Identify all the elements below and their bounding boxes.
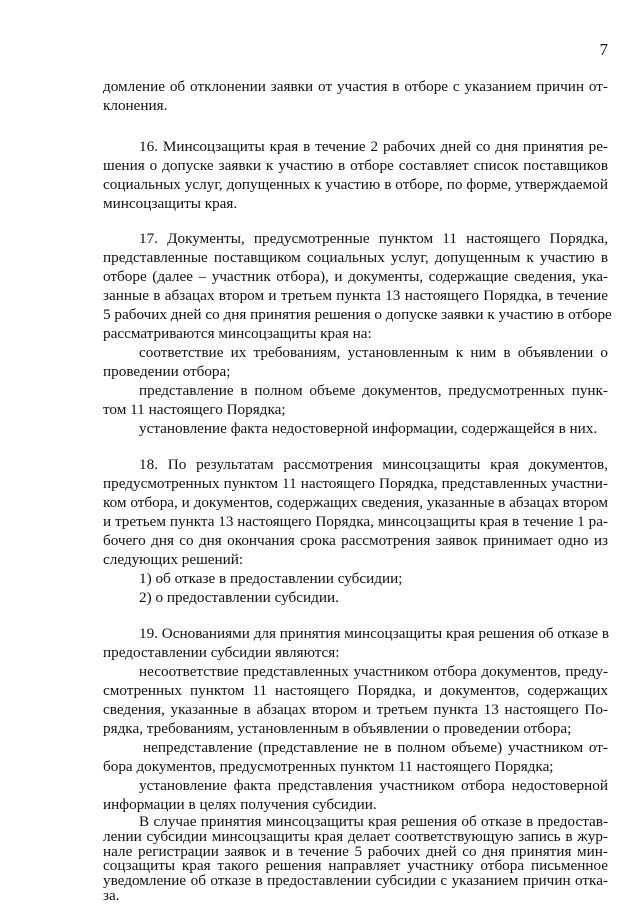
text-line: минсоцзащиты края. [103, 195, 238, 212]
text-line: социальных услуг, допущенных к участию в отборе, по форме, утверждаемой [103, 176, 608, 193]
text-line: и третьем пункта 13 настоящего Порядка, минсоцзащиты края в течение 1 ра- [103, 513, 608, 530]
text-line: отборе (далее – участник отбора), и документы, содержащие сведения, ука- [103, 268, 608, 285]
text-line: установление факта недостоверной информации, содержащейся в них. [139, 420, 598, 437]
text-line: соцзащиты края такого решения направляет участнику отбора письменное [103, 857, 608, 875]
text-line: за. [103, 887, 120, 904]
text-line: ком отбора, и документов, содержащих сведения, указанные в абзацах втором [103, 494, 608, 511]
paragraph-17-line: 17. Документы, предусмотренные пунктом 11 настоящего Порядка, [139, 230, 608, 247]
text-line: рядка, требованиям, установленным в объявлении о проведении отбора; [103, 720, 572, 737]
text-line: шения о допуске заявки к участию в отборе составляет список поставщиков [103, 157, 608, 174]
text-line: соответствие их требованиям, установленным к ним в объявлении о [139, 344, 608, 361]
text-line: бора документов, предусмотренных пунктом 11 настоящего Порядка; [103, 758, 554, 775]
text-line: В случае принятия минсоцзащиты края решения об отказе в предостав- [139, 813, 608, 830]
text-line: клонения. [103, 97, 168, 114]
text-line: лении субсидии минсоцзащиты края делает соответствующую запись в жур- [103, 827, 608, 845]
list-item: 2) о предоставлении субсидии. [139, 589, 339, 606]
text-line: предусмотренных пунктом 11 настоящего Порядка, представленных участни- [103, 475, 608, 492]
paragraph-19-line: 19. Основаниями для принятия минсоцзащиты края решения об отказе в [139, 625, 610, 642]
text-line: нале регистрации заявок и в течение 5 рабочих дней со дня принятия мин- [103, 842, 608, 860]
text-line: представленные поставщиком социальных услуг, допущенным к участию в [103, 249, 608, 266]
text-line: несоответствие представленных участником отбора документов, преду- [139, 663, 608, 680]
text-line: следующих решений: [103, 551, 244, 568]
text-line: уведомление об отказе в предоставлении субсидии с указанием причин отка- [103, 872, 608, 890]
paragraph-18-line: 18. По результатам рассмотрения минсоцзащиты края документов, [139, 456, 608, 473]
page-number: 7 [599, 40, 608, 59]
text-line: домление об отклонении заявки от участия в отборе с указанием причин от- [103, 78, 608, 95]
text-line: непредставление (представление не в полном объеме) участником от- [143, 739, 608, 756]
text-line: информации в целях получения субсидии. [103, 796, 377, 813]
text-line: рассматриваются минсоцзащиты края на: [103, 325, 372, 342]
text-line: 5 рабочих дней со дня принятия решения о допуске заявки к участию в отборе [103, 306, 612, 323]
text-line: сведения, указанные в абзацах втором и третьем пункта 13 настоящего По- [103, 701, 608, 718]
text-line: смотренных пунктом 11 настоящего Порядка, и документов, содержащих [103, 682, 608, 699]
text-line: бочего дня со дня окончания срока рассмотрения заявок принимает одно из [103, 532, 608, 549]
text-line: установление факта представления участником отбора недостоверной [139, 777, 608, 794]
text-line: проведении отбора; [103, 363, 231, 380]
text-line: представление в полном объеме документов, предусмотренных пунк- [139, 382, 608, 399]
list-item: 1) об отказе в предоставлении субсидии; [139, 570, 403, 587]
paragraph-16-line: 16. Минсоцзащиты края в течение 2 рабочих дней со дня принятия ре- [139, 138, 608, 155]
text-line: предоставлении субсидии являются: [103, 644, 340, 661]
text-line: том 11 настоящего Порядка; [103, 401, 286, 418]
text-line: занные в абзацах втором и третьем пункта 13 настоящего Порядка, в течение [103, 287, 608, 304]
